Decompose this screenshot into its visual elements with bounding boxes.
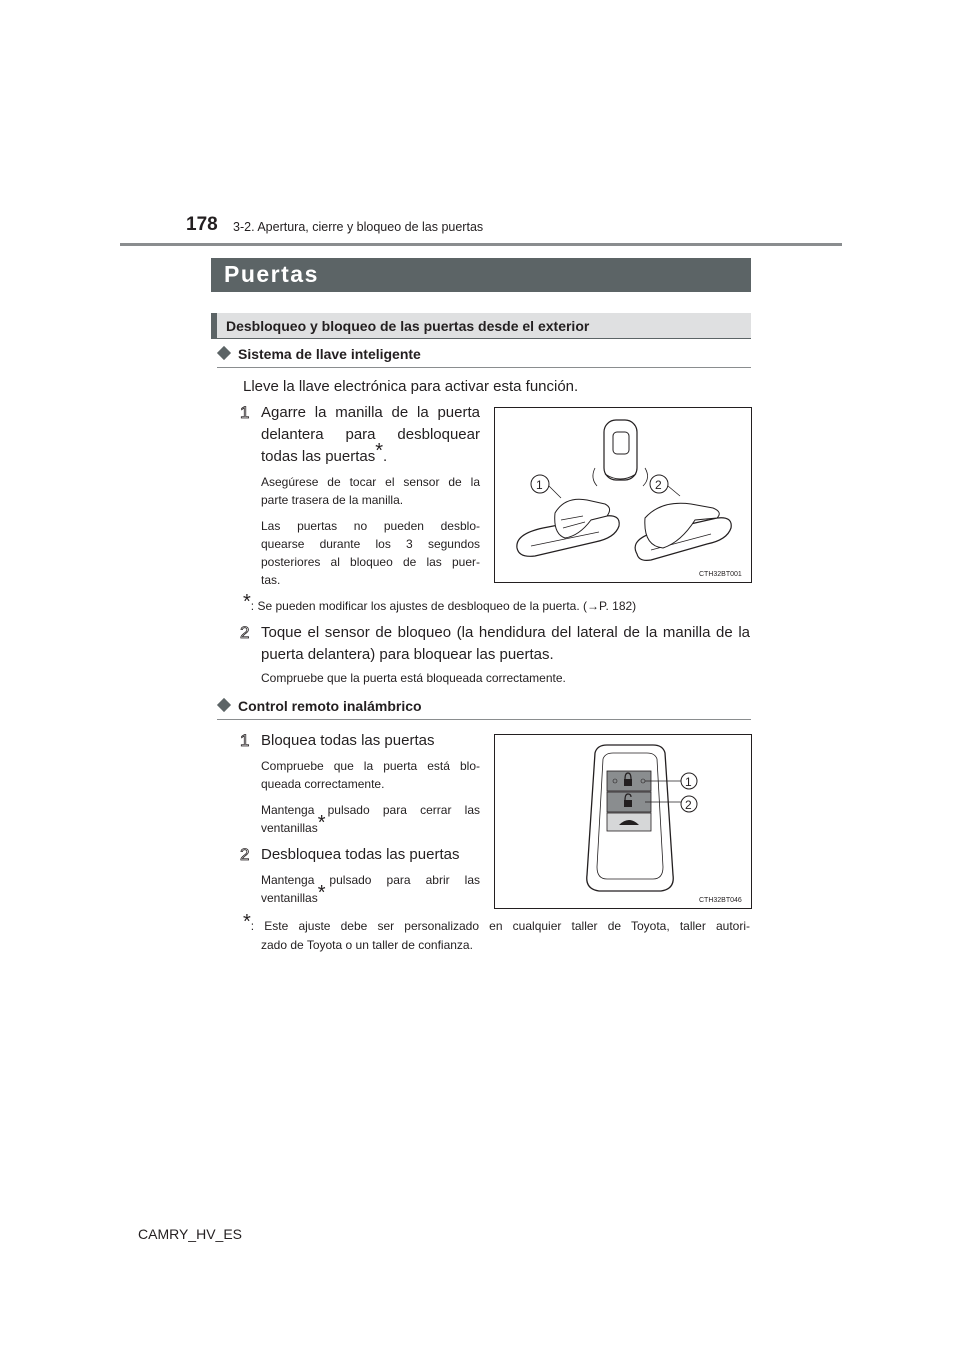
footnote-asterisk: * <box>317 812 326 834</box>
door-handle-figure <box>494 407 752 583</box>
step1-line3 <box>261 440 388 468</box>
step2-line1: Toque el sensor de bloqueo (la hendidura del lateral de la manilla de la <box>261 624 750 641</box>
svg-text:2: 2 <box>240 623 250 642</box>
footer-model: CAMRY_HV_ES <box>138 1226 243 1242</box>
step1-line1: Agarre la manilla de la puerta <box>261 404 480 421</box>
remote-step1-note2-text: ventanillas <box>261 821 318 835</box>
step-number-1 <box>239 402 253 426</box>
remote-step1-note1-l1: Compruebe que la puerta está blo- <box>261 759 480 773</box>
step1-note1-l1: Asegúrese de tocar el sensor de la <box>261 475 480 489</box>
step2-line2: puerta delantera) para bloquear las puertas. <box>261 646 554 663</box>
step2-note: Compruebe que la puerta está bloqueada correctamente. <box>261 671 566 685</box>
remote-step-number-2 <box>239 844 253 868</box>
remote-footnote-line1 <box>243 911 750 936</box>
remote-step1-note2-l1: Mantenga pulsado para cerrar las <box>261 803 480 817</box>
diamond-bullet-icon <box>217 346 231 360</box>
footnote-asterisk: * <box>317 882 326 904</box>
callout-2: 2 <box>655 478 662 492</box>
step1-line3-text: todas las puertas <box>261 448 376 465</box>
footnote-mark: * <box>243 911 251 933</box>
remote-heading <box>219 698 422 714</box>
remote-key-illustration <box>495 735 751 908</box>
step-number-2 <box>239 622 253 646</box>
step-1-icon <box>239 402 253 422</box>
diamond-bullet-icon <box>217 698 231 712</box>
svg-text:2: 2 <box>240 845 250 864</box>
remote-callout-2: 2 <box>685 798 692 812</box>
step-2-icon <box>239 622 253 642</box>
callout-1: 1 <box>536 478 543 492</box>
door-handle-illustration <box>495 408 751 582</box>
step1-note2-l1: Las puertas no pueden desblo- <box>261 519 480 533</box>
subsection-title: Desbloqueo y bloqueo de las puertas desde el exterior <box>226 318 590 334</box>
remote-key-figure <box>494 734 752 909</box>
step1-note1-l2: parte trasera de la manilla. <box>261 493 404 507</box>
footnote-asterisk: * <box>375 440 384 462</box>
remote-footnote-text1: : Este ajuste debe ser personalizado en cualquier taller de Toyota, taller autori- <box>250 919 750 933</box>
remote-step2-title: Desbloquea todas las puertas <box>261 846 460 863</box>
footnote-text: : Se pueden modificar los ajustes de desbloqueo de la puerta. ( <box>250 599 588 613</box>
remote-heading-rule <box>217 719 751 720</box>
svg-text:1: 1 <box>240 731 250 750</box>
page-number: 178 <box>186 214 218 235</box>
remote-step1-note1-l2: queada correctamente. <box>261 777 385 791</box>
smart-key-footnote <box>243 591 637 616</box>
header-rule <box>120 243 842 246</box>
footnote-mark: * <box>243 591 251 613</box>
section-title: Puertas <box>224 261 319 287</box>
remote-heading-text: Control remoto inalámbrico <box>238 698 422 714</box>
chapter-title: 3-2. Apertura, cierre y bloqueo de las puertas <box>233 220 484 234</box>
remote-step2-note-text: ventanillas <box>261 891 318 905</box>
smart-key-heading-rule <box>217 367 751 368</box>
remote-footnote-line2: zado de Toyota o un taller de confianza. <box>261 938 473 952</box>
remote-step1-note2-l2 <box>261 812 326 838</box>
remote-step-1-icon <box>239 730 253 750</box>
arrow-right-icon: → <box>587 599 600 613</box>
step1-period: . <box>383 448 388 465</box>
step1-note2-l3: posteriores al bloqueo de las puer- <box>261 555 480 569</box>
remote-step1-title: Bloquea todas las puertas <box>261 732 435 749</box>
step1-note2-l4: tas. <box>261 573 281 587</box>
remote-callout-1: 1 <box>685 775 692 789</box>
remote-step2-note-l2 <box>261 882 326 908</box>
subsection-rule <box>211 338 751 339</box>
step1-line2: delantera para desbloquear <box>261 426 480 443</box>
smart-key-intro: Lleve la llave electrónica para activar esta función. <box>243 378 579 395</box>
smart-key-heading-text: Sistema de llave inteligente <box>238 346 421 362</box>
remote-footnote <box>243 911 750 955</box>
remote-step-2-icon <box>239 844 253 864</box>
remote-step2-note-l1: Mantenga pulsado para abrir las <box>261 873 480 887</box>
remote-step-number-1 <box>239 730 253 754</box>
figure-code-2: CTH32BT046 <box>699 897 742 904</box>
svg-text:1: 1 <box>240 403 250 422</box>
step1-note2-l2: quearse durante los 3 segundos <box>261 537 480 551</box>
figure-code-1: CTH32BT001 <box>699 571 742 578</box>
smart-key-heading <box>219 346 421 362</box>
footnote-ref: P. 182) <box>599 599 637 613</box>
